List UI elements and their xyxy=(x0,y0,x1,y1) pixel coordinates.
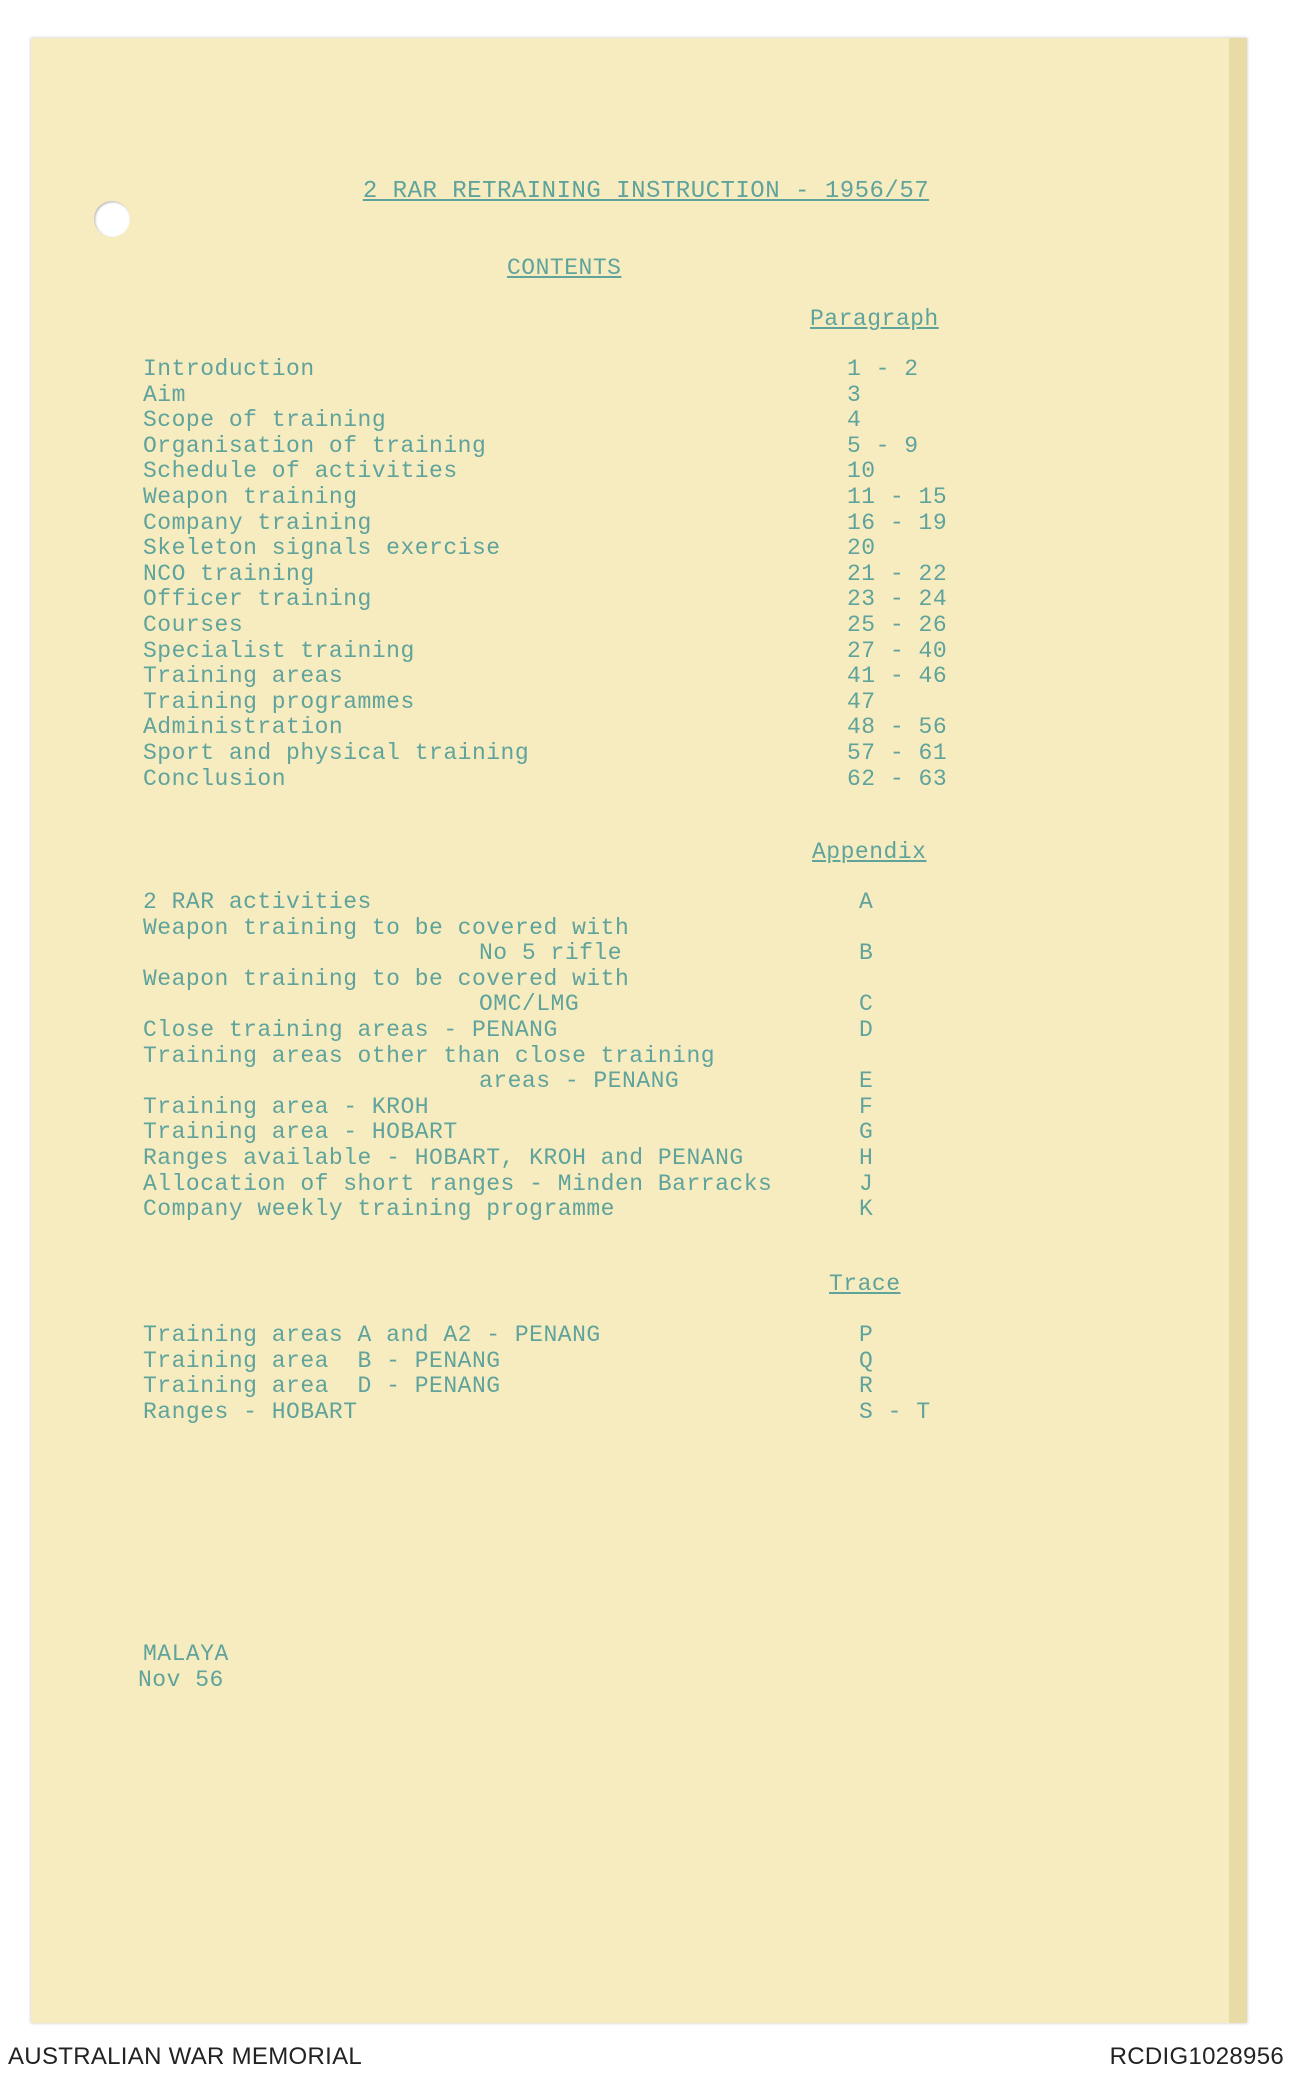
contents-heading: CONTENTS xyxy=(507,255,622,281)
appendix-item-label: Company weekly training programme xyxy=(143,1196,615,1223)
appendix-item-label: 2 RAR activities xyxy=(143,889,372,915)
contents-item-label: Skeleton signals exercise xyxy=(143,535,501,562)
contents-item-ref: 16 - 19 xyxy=(847,509,948,536)
contents-item-label: Conclusion xyxy=(143,765,287,792)
contents-item-label: Schedule of activities xyxy=(143,458,458,485)
page-edge xyxy=(1229,38,1247,2023)
contents-item-label: Weapon training xyxy=(143,484,358,510)
appendix-item-ref: D xyxy=(859,1017,874,1043)
contents-item-ref: 10 xyxy=(847,458,876,485)
appendix-item-ref: B xyxy=(859,940,874,967)
trace-item-ref: R xyxy=(859,1373,874,1400)
appendix-item-label: areas - PENANG xyxy=(479,1068,680,1095)
appendix-item-label: Ranges available - HOBART, KROH and PENANG xyxy=(143,1145,744,1171)
appendix-item-label: Training area - HOBART xyxy=(143,1119,458,1146)
contents-item-label: Administration xyxy=(143,714,344,741)
contents-item-label: Sport and physical training xyxy=(143,740,530,766)
appendix-item-ref: C xyxy=(859,991,874,1018)
place-label: MALAYA xyxy=(143,1641,229,1667)
contents-item-label: Organisation of training xyxy=(143,432,487,459)
contents-item-ref: 1 - 2 xyxy=(847,356,919,382)
document-title: 2 RAR RETRAINING INSTRUCTION - 1956/57 xyxy=(362,178,930,205)
appendix-item-label: No 5 rifle xyxy=(479,940,623,967)
contents-item-ref: 47 xyxy=(847,688,876,715)
trace-item-label: Training area D - PENANG xyxy=(143,1373,501,1400)
traces-heading: Trace xyxy=(829,1271,901,1297)
contents-item-ref: 4 xyxy=(847,407,862,434)
appendix-item-ref: J xyxy=(859,1170,874,1197)
punch-hole xyxy=(94,201,130,237)
contents-item-ref: 57 - 61 xyxy=(847,740,948,766)
appendix-item-ref: K xyxy=(859,1196,874,1223)
contents-item-label: Specialist training xyxy=(143,637,415,664)
appendix-item-label: Training areas other than close training xyxy=(143,1042,716,1069)
appendix-item-label: Allocation of short ranges - Minden Barracks xyxy=(143,1170,773,1197)
contents-item-ref: 3 xyxy=(847,381,862,408)
trace-item-ref: S - T xyxy=(859,1398,931,1425)
trace-item-ref: P xyxy=(859,1322,874,1348)
contents-item-ref: 11 - 15 xyxy=(847,484,948,510)
footer-source: AUSTRALIAN WAR MEMORIAL xyxy=(8,2043,363,2070)
appendix-item-label: Weapon training to be covered with xyxy=(143,914,630,941)
contents-item-label: Scope of training xyxy=(143,407,387,434)
contents-item-label: Introduction xyxy=(143,356,315,382)
paragraph-heading: Paragraph xyxy=(810,306,939,332)
contents-item-label: NCO training xyxy=(143,560,315,587)
appendix-item-label: Training area - KROH xyxy=(143,1093,430,1120)
contents-item-ref: 5 - 9 xyxy=(847,432,919,459)
appendix-item-label: OMC/LMG xyxy=(479,991,580,1018)
contents-item-label: Training areas xyxy=(143,663,344,690)
contents-item-label: Training programmes xyxy=(143,688,415,715)
date-label: Nov 56 xyxy=(138,1667,224,1693)
contents-item-ref: 41 - 46 xyxy=(847,663,948,690)
contents-item-ref: 20 xyxy=(847,535,876,562)
contents-item-ref: 25 - 26 xyxy=(847,612,948,638)
trace-item-label: Training area B - PENANG xyxy=(143,1347,501,1374)
appendix-item-ref: G xyxy=(859,1119,874,1146)
appendix-item-label: Close training areas - PENANG xyxy=(143,1017,558,1043)
trace-item-ref: Q xyxy=(859,1347,874,1374)
footer-id: RCDIG1028956 xyxy=(1109,2043,1284,2070)
trace-item-label: Ranges - HOBART xyxy=(143,1398,358,1425)
appendix-heading: Appendix xyxy=(812,839,927,865)
contents-item-ref: 62 - 63 xyxy=(847,765,948,792)
contents-item-label: Company training xyxy=(143,509,372,536)
contents-item-label: Aim xyxy=(143,381,186,408)
appendix-item-label: Weapon training to be covered with xyxy=(143,965,630,992)
contents-item-label: Courses xyxy=(143,612,244,638)
contents-item-ref: 21 - 22 xyxy=(847,560,948,587)
appendix-item-ref: H xyxy=(859,1145,874,1171)
contents-item-label: Officer training xyxy=(143,586,372,613)
appendix-item-ref: A xyxy=(859,889,874,915)
appendix-item-ref: E xyxy=(859,1068,874,1095)
contents-item-ref: 23 - 24 xyxy=(847,586,948,613)
trace-item-label: Training areas A and A2 - PENANG xyxy=(143,1322,601,1348)
contents-item-ref: 48 - 56 xyxy=(847,714,948,741)
appendix-item-ref: F xyxy=(859,1093,874,1120)
contents-item-ref: 27 - 40 xyxy=(847,637,948,664)
